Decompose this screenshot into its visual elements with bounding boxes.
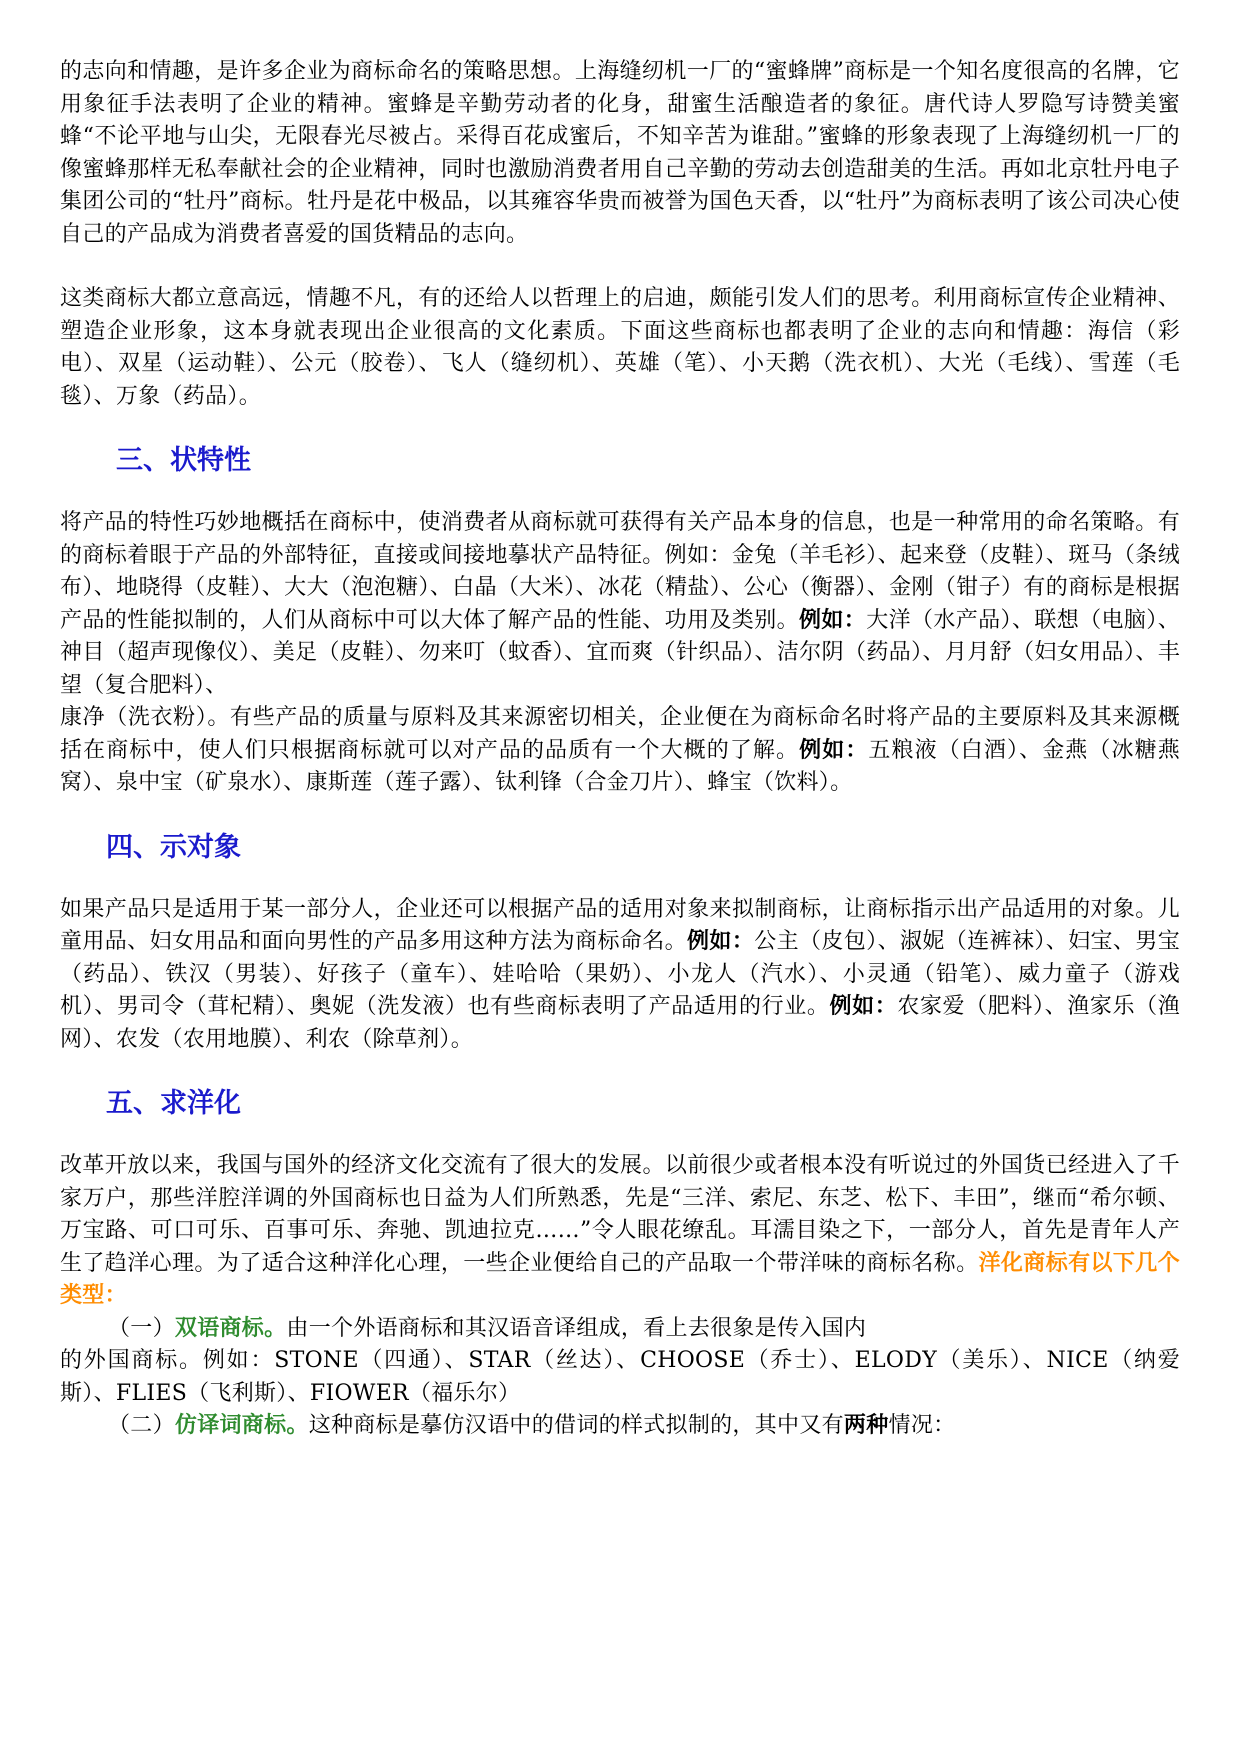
bold-example-label: 例如： (687, 929, 755, 954)
paragraph-product-traits: 将产品的特性巧妙地概括在商标中，使消费者从商标就可获得有关产品本身的信息，也是一种常用的命名策略。有的商标着眼于产品的外部特征，直接或间接地摹状产品特征。例如：金兔（羊毛衫）、起来登（皮鞋）、斑马（条绒布）、地晓得（皮鞋）、大大（泡泡糖）、白晶（大米）、冰花（精盐）、公心（衡器）、金刚（钳子）有的商标是根据产品的性能拟制的，人们从商标中可以大体了解产品的性能、功用及类别。例如：大洋（水产品）、联想（电脑）、神目（超声现像仪）、美足（皮鞋）、勿来叮（蚊香）、宜而爽（针织品）、洁尔阴（药品）、月月舒（妇女用品）、丰望（复合肥料）、 (60, 510, 1180, 698)
bold-two-kinds: 两种 (843, 1413, 889, 1438)
section-heading-3: 三、状特性 (116, 445, 251, 476)
paragraph-aspiration-brands: 这类商标大都立意高远，情趣不凡，有的还给人以哲理上的启迪，颇能引发人们的思考。利用商标宣传企业精神、塑造企业形象，这本身就表现出企业很高的文化素质。下面这些商标也都表明了企业的志向和情趣：海信（彩电）、双星（运动鞋）、公元（胶卷）、飞人（缝纫机）、英雄（笔）、小天鹅（洗衣机）、大光（毛线）、雪莲（毛毯）、万象（药品）。 (60, 286, 1180, 409)
paragraph-target-users: 如果产品只是适用于某一部分人，企业还可以根据产品的适用对象来拟制商标，让商标指示出产品适用的对象。儿童用品、妇女用品和面向男性的产品多用这种方法为商标命名。例如：公主（皮包）、淑妮（连裤袜）、妇宝、男宝（药品）、铁汉（男装）、好孩子（童车）、娃哈哈（果奶）、小龙人（汽水）、小灵通（铅笔）、威力童子（游戏机）、男司令（茸杞精）、奥妮（洗发液）也有些商标表明了产品适用的行业。例如：农家爱（肥料）、渔家乐（渔网）、农发（农用地膜）、利农（除草剂）。 (60, 896, 1180, 1052)
paragraph-westernization: 改革开放以来，我国与国外的经济文化交流有了很大的发展。以前很少或者根本没有听说过的外国货已经进入了千家万户，那些洋腔洋调的外国商标也日益为人们所熟悉，先是“三洋、索尼、东芝、松下、丰田”，继而“希尔顿、万宝路、可口可乐、百事可乐、奔驰、凯迪拉克……”令人眼花缭乱。耳濡目染之下，一部分人，首先是青年人产生了趋洋心理。为了适合这种洋化心理，一些企业便给自己的产品取一个带洋味的商标名称。洋化商标有以下几个类型： (60, 1153, 1180, 1308)
green-highlight: 仿译词商标。 (174, 1413, 309, 1438)
document-page (60, 56, 1180, 1443)
bold-example-label: 例如： (799, 737, 869, 763)
bold-example-label: 例如： (799, 607, 867, 633)
section-heading-4: 四、示对象 (106, 831, 241, 863)
bold-example-label: 例如： (829, 994, 898, 1019)
green-highlight: 双语商标。 (174, 1315, 287, 1341)
orange-highlight: 洋化商标有以下几个类型： (60, 1250, 1180, 1308)
paragraph-bee-peony: 的志向和情趣，是许多企业为商标命名的策略思想。上海缝纫机一厂的“蜜蜂牌”商标是一个知名度很高的名牌，它用象征手法表明了企业的精神。蜜蜂是辛勤劳动者的化身，甜蜜生活酿造者的象征。唐代诗人罗隐写诗赞美蜜蜂“不论平地与山尖，无限春光尽被占。采得百花成蜜后，不知辛苦为谁甜。”蜜蜂的形象表现了上海缝纫机一厂的像蜜蜂那样无私奉献社会的企业精神，同时也激励消费者用自己辛勤的劳动去创造甜美的生活。再如北京牡丹电子集团公司的“牡丹”商标。牡丹是花中极品，以其雍容华贵而被誉为国色天香，以“牡丹”为商标表明了该公司决心使自己的产品成为消费者喜爱的国货精品的志向。 (60, 59, 1180, 247)
paragraph-raw-materials: 康净（洗衣粉）。有些产品的质量与原料及其来源密切相关，企业便在为商标命名时将产品的主要原料及其来源概括在商标中，使人们只根据商标就可以对产品的品质有一个大概的了解。例如：五粮液（白酒）、金燕（冰糖燕窝）、泉中宝（矿泉水）、康斯莲（莲子露）、钛利锋（合金刀片）、蜂宝（饮料）。 (60, 705, 1180, 795)
paragraph-bilingual-brands: （一）双语商标。由一个外语商标和其汉语音译组成，看上去很象是传入国内 的外国商标。例如：STONE（四通）、STAR（丝达）、CHOOSE（乔士）、ELODY（美乐）、NICE（纳爱斯）、FLIES（飞利斯）、FIOWER（福乐尔） (60, 1315, 1180, 1406)
section-heading-5: 五、求洋化 (106, 1088, 241, 1119)
paragraph-calque-brands: （二）仿译词商标。这种商标是摹仿汉语中的借词的样式拟制的，其中又有两种情况： (108, 1413, 956, 1438)
